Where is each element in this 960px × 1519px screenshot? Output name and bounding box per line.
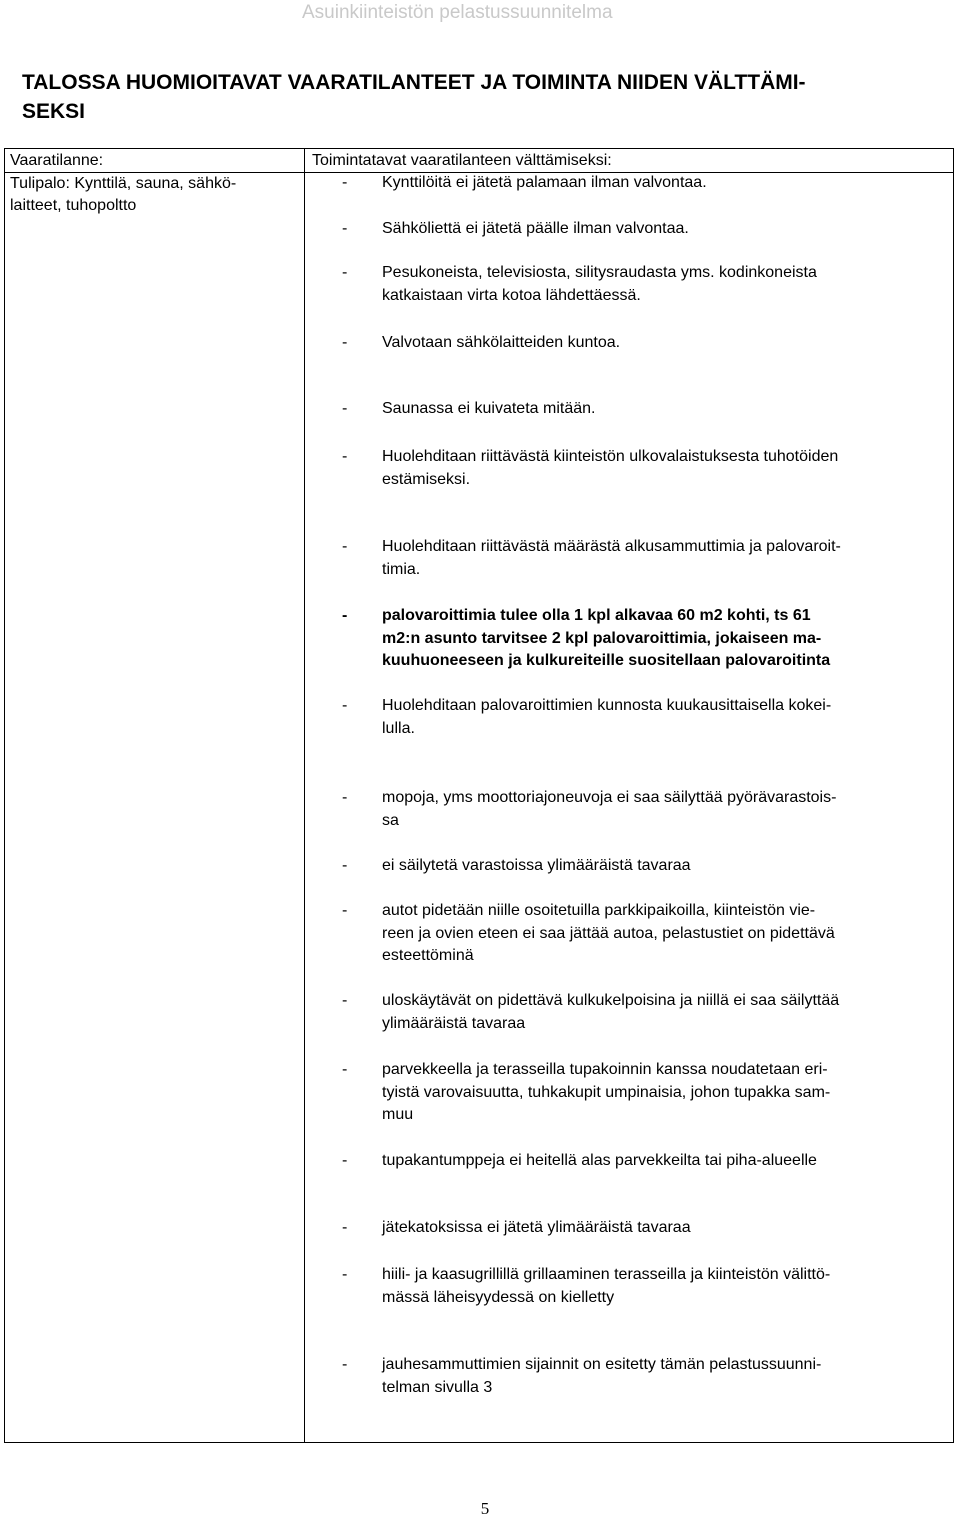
list-item-text <box>382 1150 947 1173</box>
list-item-dash: - <box>342 264 348 281</box>
list-item-line: Huolehditaan riittävästä kiinteistön ulkovalaistuksesta tuhotöiden <box>382 448 839 465</box>
list-item <box>342 605 947 673</box>
list-item <box>342 1264 947 1309</box>
list-item-line: palovaroittimia tulee olla 1 kpl alkavaa 60 m2 kohti, ts 61 <box>382 607 811 624</box>
list-item-line: uloskäytävät on pidettävä kulkukelpoisina ja niillä ei saa säilyttää <box>382 992 840 1009</box>
list-item-text <box>382 536 947 581</box>
page-title-line-1: TALOSSA HUOMIOITAVAT VAARATILANTEET JA TOIMINTA NIIDEN VÄLTTÄMI- <box>22 71 806 94</box>
list-item-text <box>382 1059 947 1127</box>
list-item <box>342 446 947 491</box>
list-item <box>342 855 947 878</box>
list-item-line: tupakantumppeja ei heitellä alas parvekkeilta tai piha-alueelle <box>382 1152 817 1169</box>
list-item-line: katkaistaan virta kotoa lähdettäessä. <box>382 286 641 304</box>
list-item-dash: - <box>342 1061 348 1078</box>
list-item-line: timia. <box>382 560 421 578</box>
list-item-text <box>382 787 947 832</box>
list-item <box>342 172 947 195</box>
list-item-line: autot pidetään niille osoitetuilla parkkipaikoilla, kiinteistön vie- <box>382 902 816 919</box>
list-item-line: estämiseksi. <box>382 470 471 488</box>
list-item <box>342 536 947 581</box>
list-item-text <box>382 605 947 673</box>
list-item-line: lulla. <box>382 719 415 737</box>
list-item-line: ylimääräistä tavaraa <box>382 1014 526 1032</box>
list-item <box>342 398 947 421</box>
list-item-line: Saunassa ei kuivateta mitään. <box>382 400 596 417</box>
list-item-dash: - <box>342 992 348 1009</box>
list-item-line: mopoja, yms moottoriajoneuvoja ei saa säilyttää pyörävarastois- <box>382 789 837 806</box>
situation-line-2: laitteet, tuhopoltto <box>10 197 137 214</box>
list-item-text <box>382 1264 947 1309</box>
list-item-text <box>382 1354 947 1399</box>
list-item-dash: - <box>342 400 348 417</box>
list-item <box>342 1217 947 1240</box>
list-item-line: telman sivulla 3 <box>382 1378 493 1396</box>
list-item <box>342 332 947 355</box>
list-item <box>342 1354 947 1399</box>
page-title <box>22 68 942 126</box>
page-header-title: Asuinkiinteistön pelastussuunnitelma <box>302 2 613 23</box>
list-item-line: Valvotaan sähkölaitteiden kuntoa. <box>382 334 621 351</box>
list-item <box>342 900 947 968</box>
list-item-dash: - <box>342 697 348 714</box>
list-item-line: jauhesammuttimien sijainnit on esitetty tämän pelastussuunni- <box>382 1356 822 1373</box>
list-item-line: hiili- ja kaasugrillillä grillaaminen terasseilla ja kiinteistön välittö- <box>382 1266 831 1283</box>
list-item-line: sa <box>382 811 399 829</box>
list-item-line: esteettöminä <box>382 947 474 964</box>
list-item-dash: - <box>342 220 348 237</box>
list-item <box>342 787 947 832</box>
page-title-line-2: SEKSI <box>22 100 86 123</box>
list-item-text <box>382 1217 947 1240</box>
list-item-dash: - <box>342 1356 348 1373</box>
list-item-dash: - <box>342 1152 348 1169</box>
list-item-text <box>382 990 947 1035</box>
list-item-text <box>382 398 947 421</box>
list-item-line: reen ja ovien eteen ei saa jättää autoa, pelastustiet on pidettävä <box>382 924 835 942</box>
list-item <box>342 1150 947 1173</box>
list-item-line: mässä läheisyydessä on kielletty <box>382 1288 615 1306</box>
list-item-line: kuuhuoneeseen ja kulkureiteille suositellaan palovaroitinta <box>382 652 831 669</box>
list-item-text <box>382 446 947 491</box>
list-item-line: parvekkeella ja terasseilla tupakoinnin kanssa noudatetaan eri- <box>382 1061 828 1078</box>
list-item-dash: - <box>342 1219 348 1236</box>
list-item-dash: - <box>342 538 348 555</box>
list-item-dash: - <box>342 902 348 919</box>
list-item-line: Huolehditaan riittävästä määrästä alkusammuttimia ja palovaroit- <box>382 538 841 555</box>
list-item-dash: - <box>342 857 348 874</box>
list-item-dash: - <box>342 789 348 806</box>
list-item <box>342 695 947 740</box>
list-item-dash: - <box>342 448 348 465</box>
column-divider <box>304 149 305 1442</box>
list-item-text <box>382 855 947 878</box>
list-item-line: Kynttilöitä ei jätetä palamaan ilman valvontaa. <box>382 174 707 191</box>
list-item-line: muu <box>382 1106 414 1123</box>
column-header-actions: Toimintatavat vaaratilanteen välttämiseksi: <box>312 152 612 169</box>
list-item-line: ei säilytetä varastoissa ylimääräistä tavaraa <box>382 857 691 874</box>
list-item-line: jätekatoksissa ei jätetä ylimääräistä tavaraa <box>382 1219 691 1236</box>
list-item-line: Huolehditaan palovaroittimien kunnosta kuukausittaisella kokei- <box>382 697 832 714</box>
list-item-line: Sähköliettä ei jätetä päälle ilman valvontaa. <box>382 220 689 237</box>
situation-cell <box>10 173 236 217</box>
list-item-line: Pesukoneista, televisiosta, silitysraudasta yms. kodinkoneista <box>382 264 817 281</box>
list-item <box>342 1059 947 1127</box>
list-item-dash: - <box>342 1266 348 1283</box>
list-item-text <box>382 218 947 241</box>
list-item-text <box>382 695 947 740</box>
list-item-text <box>382 262 947 307</box>
page-number: 5 <box>480 1499 490 1518</box>
list-item-dash: - <box>342 334 348 351</box>
list-item-text <box>382 900 947 968</box>
list-item-text <box>382 332 947 355</box>
list-item-text <box>382 172 947 195</box>
column-header-situation: Vaaratilanne: <box>10 152 104 169</box>
list-item <box>342 990 947 1035</box>
list-item <box>342 218 947 241</box>
list-item-line: m2:n asunto tarvitsee 2 kpl palovaroittimia, jokaiseen ma- <box>382 629 822 647</box>
list-item-line: tyistä varovaisuutta, tuhkakupit umpinaisia, johon tupakka sam- <box>382 1083 831 1101</box>
list-item-dash: - <box>342 607 348 624</box>
list-item <box>342 262 947 307</box>
situation-line-1: Tulipalo: Kynttilä, sauna, sähkö- <box>10 175 237 192</box>
list-item-dash: - <box>342 174 348 191</box>
